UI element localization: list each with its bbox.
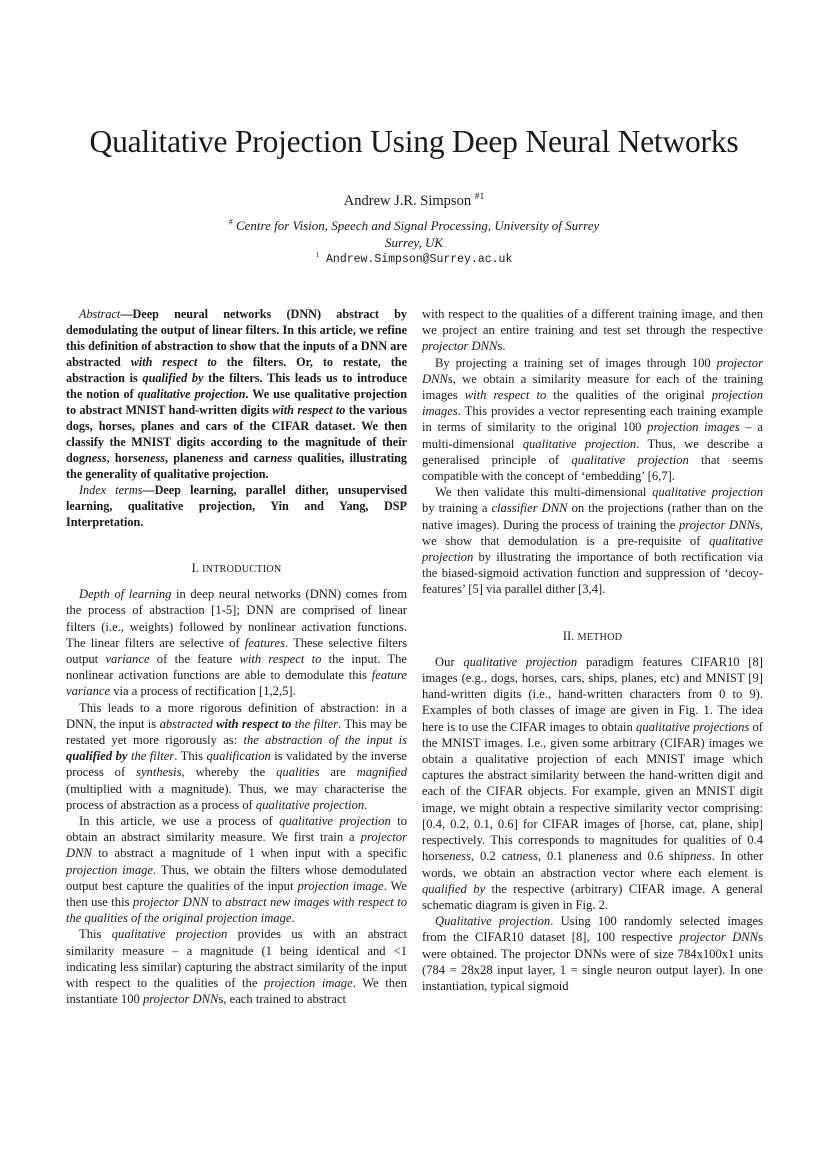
text: is validated by the inverse process of — [66, 749, 407, 780]
emph: magnified — [356, 765, 408, 780]
section-number: I. — [191, 561, 199, 575]
emph: ness — [449, 849, 471, 864]
text: . We then instantiate 100 — [66, 976, 407, 1007]
bold-emph: qualified by — [66, 749, 128, 764]
email-mark: 1 — [315, 251, 320, 260]
text: . This provides a vector representing each training example in terms of similarity to the original 100 — [422, 404, 763, 435]
intro-paragraph-2 — [66, 700, 407, 813]
index-terms-lead: Index terms — [79, 483, 143, 497]
emph: ness — [516, 849, 538, 864]
emph: variance — [105, 652, 150, 667]
left-column — [66, 306, 407, 1007]
emph: the filter — [127, 749, 175, 764]
abstract-text: the various dogs, horses, planes and cars of the CIFAR dataset. We then classify the MNIST digits according to the magnitude of their dog — [66, 403, 407, 465]
affiliation-line-1 — [0, 217, 828, 234]
text: are — [319, 765, 357, 780]
text: in deep neural networks (DNN) comes from the process of abstraction [1-5]; DNN are comprised of linear filters (i.e., weights) followed by nonlinear activation functions. The linear filters are selective of — [66, 587, 408, 650]
text: of the MNIST images. I.e., given some arbitrary (CIFAR) images we obtain a qualitative projection of each MNIST image which captures the abstract similarity between the hand-written digit and each of the CIFAR objects. For example, given an MNIST digit image, we might obtain a respective similarity vector comprising: [0.4, 0.2, 0.1, 0.6] for CIFAR images of [horse, cat, plane, ship] respectively. This corresponds to magnitudes for qualities of 0.4 horse — [422, 719, 763, 864]
text: to obtain an abstract similarity measure. We first train a — [66, 814, 408, 845]
index-terms-text: Deep learning, parallel dither, unsupervised learning, qualitative projection, Yin and Yang, DSP Interpretation. — [66, 483, 407, 529]
emph: qualitative projection — [279, 814, 391, 829]
email-line — [0, 253, 828, 266]
section-heading-method — [422, 628, 763, 646]
text: In this article, we use a process of — [79, 814, 280, 829]
emph: projector DNN — [422, 339, 498, 354]
text: the respective (arbitrary) CIFAR image. A general schematic diagram is given in Fig. 2. — [422, 881, 763, 912]
emph: synthesis — [136, 765, 182, 780]
text: s. — [497, 339, 506, 354]
email-address[interactable]: Andrew.Simpson@Surrey.ac.uk — [326, 253, 513, 266]
section-title: METHOD — [577, 631, 623, 643]
emph: the abstraction of the input is — [243, 733, 407, 748]
emph: projector DNN — [66, 830, 407, 861]
emph: Qualitative projection — [435, 914, 551, 929]
abstract-emph: ness — [84, 451, 107, 465]
text: , 0.1 plane — [537, 849, 596, 864]
abstract-text: , plane — [165, 451, 202, 465]
right-paragraph-3 — [422, 484, 763, 597]
text: the qualities of the original — [546, 388, 712, 403]
text: with respect to the qualities of a different training image, and then we project an entire training and test set through the respective — [422, 307, 763, 338]
abstract-lead: Abstract — [79, 307, 121, 321]
affiliation — [0, 217, 828, 251]
text: via a process of rectification [1,2,5]. — [110, 684, 296, 699]
text: that seems compatible with the concept of ‘embedding’ [6,7]. — [422, 452, 763, 484]
text: . — [364, 797, 368, 812]
abstract-text: qualities, illustrating the generality of qualitative projection. — [66, 451, 408, 481]
emph: classifier DNN — [491, 501, 568, 516]
abstract-emph: qualitative projection — [137, 387, 246, 401]
emph: qualitative projection — [522, 436, 637, 451]
text: to abstract a magnitude of 1 when input with a specific — [91, 846, 407, 861]
text: of the feature — [149, 652, 240, 667]
abstract-dash: — — [120, 307, 133, 321]
index-terms — [66, 482, 407, 530]
text: s, we show that demodulation is a pre-requisite of — [422, 517, 763, 548]
abstract-text: Deep neural networks (DNN) abstract by demodulating the output of linear filters. In this article, we refine this definition of abstraction to show that the inputs of a DNN are abstracted — [66, 307, 407, 369]
text: We then validate this multi-dimensional — [435, 485, 653, 500]
emph: projector DNN — [142, 992, 219, 1007]
emph: projection images — [422, 388, 764, 419]
emph: projector DNN — [422, 355, 763, 386]
affiliation-line-2: Surrey, UK — [384, 235, 444, 250]
bold-emph: with respect to — [216, 716, 292, 731]
emph: projector DNN — [132, 895, 209, 910]
intro-paragraph-4 — [66, 926, 407, 1007]
affiliation-text-1: Centre for Vision, Speech and Signal Processing, University of Surrey — [235, 218, 600, 233]
section-number: II. — [562, 628, 575, 643]
emph: feature variance — [66, 668, 407, 699]
author-mark: #1 — [474, 192, 485, 203]
emph: abstracted — [159, 716, 213, 731]
text: Our — [435, 654, 464, 669]
text: This leads to a more rigorous definition of abstraction: in a DNN, the input is — [66, 700, 407, 731]
emph: qualitative projection — [255, 797, 365, 812]
emph: Depth of learning — [79, 587, 172, 602]
abstract-emph: qualified by — [142, 371, 204, 385]
index-terms-dash: — — [142, 483, 155, 497]
abstract-text: . We use qualitative projection to abstract MNIST hand-written digits — [66, 387, 407, 417]
emph: features — [244, 635, 285, 650]
text: by illustrating the importance of both rectification via the biased-sigmoid activation function and suppression of ‘decoy-features’ [5] via parallel dither [3,4]. — [422, 550, 763, 597]
emph: with respect to — [239, 652, 322, 667]
text: This — [79, 927, 112, 942]
text: – a multi-dimensional — [422, 420, 764, 451]
emph: projection image — [264, 976, 353, 991]
emph: qualification — [206, 749, 271, 764]
section-title: INTRODUCTION — [202, 564, 282, 575]
emph: with respect to — [464, 388, 547, 403]
text: provides us with an abstract similarity measure – a magnitude (1 being identical and <1 indicating less similar) capturing the abstract similarity of the input with respect to the qualities of the — [66, 927, 408, 991]
text: . This may be restated yet more rigorously as: — [66, 716, 408, 748]
text: paradigm features CIFAR10 [8] images (e.g., dogs, horses, cars, ships, planes, etc) and MNIST [9] hand-written digits (i.e., hand-written characters from 0 to 9). Examples of both classes of image are given in Fig. 1. The idea here is to use the CIFAR images to obtain — [422, 654, 763, 734]
right-column — [422, 306, 763, 994]
emph: projector DNN — [679, 930, 759, 945]
abstract-emph: ness — [143, 451, 166, 465]
emph: abstract new images with respect to the qualities of the original projection image — [66, 895, 407, 926]
emph: qualitative projection — [463, 654, 578, 669]
text: . Thus, we obtain the filters whose demodulated output best capture the qualities of the input — [66, 862, 407, 893]
emph: ness — [690, 849, 712, 864]
text: by training a — [422, 501, 492, 516]
text: By projecting a training set of images through 100 — [435, 355, 717, 370]
emph: qualities — [276, 765, 320, 780]
text: . Thus, we describe a generalised principle of — [422, 436, 763, 467]
text: . We then use this — [66, 878, 407, 910]
text: . This — [174, 749, 207, 764]
emph: the filter — [291, 716, 339, 731]
abstract — [66, 306, 407, 482]
text: s were obtained. The projector DNNs were of size 784x100x1 units (784 = 28x28 input layer, 1 = single neuron output layer). In one instantiation, typical sigmoid — [422, 930, 763, 993]
right-paragraph-2 — [422, 355, 763, 485]
method-paragraph-1 — [422, 654, 763, 913]
paper-title: Qualitative Projection Using Deep Neural Networks — [89, 124, 739, 159]
emph: qualitative projection — [111, 927, 228, 942]
text: to — [208, 895, 226, 910]
text: s, each trained to abstract — [218, 992, 347, 1007]
abstract-emph: ness — [270, 451, 293, 465]
abstract-emph: with respect to — [130, 355, 217, 369]
emph: qualitative projections — [636, 719, 750, 734]
abstract-text: the filters. Or, to restate, the abstraction is — [66, 355, 407, 385]
text: s, we obtain a similarity measure for each of the training images — [422, 371, 763, 403]
section-heading-intro — [66, 560, 407, 578]
emph: qualitative projection — [422, 533, 763, 565]
emph: ness — [595, 849, 618, 864]
text: (multiplied with a magnitude). Thus, we may characterise the process of abstraction as a process of — [66, 781, 407, 812]
abstract-emph: ness — [201, 451, 224, 465]
intro-paragraph-3 — [66, 813, 407, 926]
abstract-text: the filters. This leads us to introduce the notion of — [66, 371, 407, 401]
right-paragraph-1 — [422, 306, 763, 355]
emph: projector DNN — [678, 517, 755, 532]
text: . These selective filters output — [66, 635, 407, 667]
text: and 0.6 ship — [617, 849, 691, 864]
text: on the projections (rather than on the native images). During the process of training the — [422, 501, 763, 532]
author-name: Andrew J.R. Simpson — [343, 193, 472, 209]
text: , 0.2 cat — [470, 849, 517, 864]
intro-paragraph-1 — [66, 586, 407, 699]
emph: projection image — [66, 862, 154, 877]
text: , whereby the — [181, 765, 277, 780]
emph: qualitative projection — [652, 485, 763, 500]
text: . In other words, we obtain an abstraction vector where each element is — [422, 849, 764, 880]
text: . Using 100 randomly selected images from the CIFAR10 dataset [8], 100 respective — [422, 914, 763, 945]
text: . — [291, 911, 295, 926]
method-paragraph-2 — [422, 913, 763, 994]
abstract-text: , horse — [106, 451, 144, 465]
emph: projection image — [297, 878, 384, 893]
emph: qualitative projection — [571, 452, 689, 467]
author-line — [0, 193, 828, 210]
emph: projection images — [647, 420, 740, 435]
abstract-emph: with respect to — [272, 403, 346, 417]
affiliation-mark: # — [228, 217, 233, 227]
text: the input. The nonlinear activation functions are able to demodulate this — [66, 652, 407, 683]
emph: qualified by — [422, 881, 486, 896]
abstract-text: and car — [223, 451, 271, 465]
